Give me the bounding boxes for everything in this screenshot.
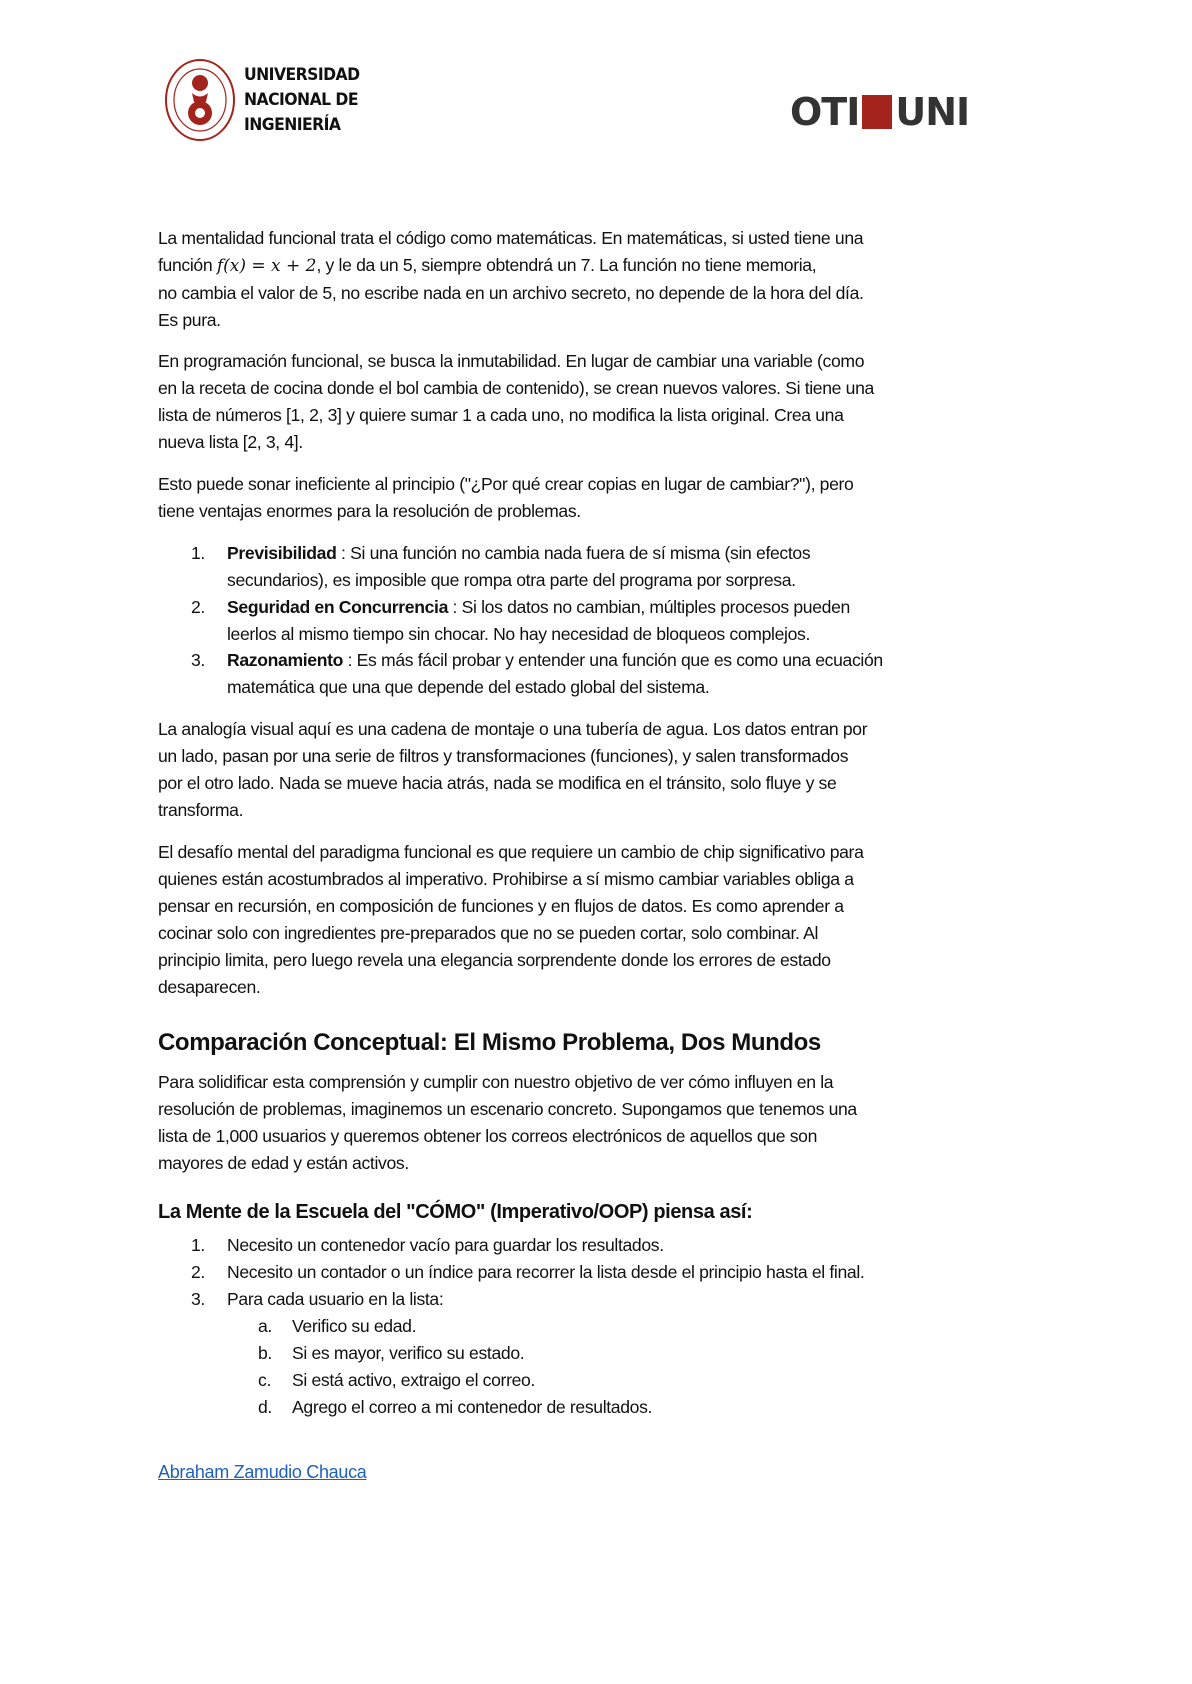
substep-text: Si está activo, extraigo el correo.: [292, 1370, 535, 1390]
paragraph: [158, 716, 867, 824]
paragraph-line: transforma.: [158, 800, 244, 820]
substep-letter: a.: [258, 1316, 272, 1336]
logo-line: NACIONAL DE: [244, 89, 358, 110]
oti-logo-mark-icon: [862, 95, 892, 129]
paragraph-line: por el otro lado. Nada se mueve hacia atrás, nada se modifica en el tránsito, solo fluye y se: [158, 773, 837, 793]
subheading: La Mente de la Escuela del "CÓMO" (Imperativo/OOP) piensa así:: [158, 1201, 753, 1223]
paragraph-line: La mentalidad funcional trata el código como matemáticas. En matemáticas, si usted tiene una: [158, 228, 864, 248]
university-logo: [164, 58, 370, 142]
paragraph-line: no cambia el valor de 5, no escribe nada en un archivo secreto, no depende de la hora del día.: [158, 283, 864, 303]
paragraph-line: tiene ventajas enormes para la resolución de problemas.: [158, 501, 581, 521]
list-text-line: : Si una función no cambia nada fuera de sí misma (sin efectos: [336, 543, 811, 563]
paragraph-line: cocinar solo con ingredientes pre-preparados que no se pueden cortar, solo combinar. Al: [158, 923, 819, 943]
paragraph-line: resolución de problemas, imaginemos un escenario concreto. Supongamos que tenemos una: [158, 1099, 857, 1119]
list-term: Seguridad en Concurrencia: [227, 596, 448, 617]
paragraph: [158, 225, 864, 334]
paragraph-line: Para solidificar esta comprensión y cumplir con nuestro objetivo de ver cómo influyen en la: [158, 1072, 834, 1092]
paragraph-line: La analogía visual aquí es una cadena de montaje o una tubería de agua. Los datos entran por: [158, 719, 868, 739]
paragraph-line: mayores de edad y están activos.: [158, 1153, 409, 1173]
step-number: 1.: [191, 1235, 205, 1255]
university-seal-icon: [164, 58, 236, 142]
paragraph-line: principio limita, pero luego revela una elegancia sorprendente donde los errores de estado: [158, 950, 831, 970]
step-number: 2.: [191, 1262, 205, 1282]
list-text: [227, 647, 883, 701]
list-term: Previsibilidad: [227, 543, 337, 563]
step-number: 3.: [191, 1289, 205, 1309]
section-heading: Comparación Conceptual: El Mismo Problema, Dos Mundos: [158, 1029, 821, 1056]
paragraph-line: Es pura.: [158, 310, 221, 330]
line-text: función: [158, 255, 217, 275]
list-text-line: leerlos al mismo tiempo sin chocar. No hay necesidad de bloqueos complejos.: [227, 623, 811, 644]
list-text-line: matemática que una que depende del estado global del sistema.: [227, 677, 710, 697]
oti-logo-text: OTI: [790, 90, 860, 134]
substep-text: Agrego el correo a mi contenedor de resultados.: [292, 1397, 653, 1417]
line-text: , y le da un 5, siempre obtendrá un 7. La función no tiene memoria,: [316, 255, 817, 275]
paragraph: [158, 1069, 857, 1177]
step-text: Necesito un contenedor vacío para guardar los resultados.: [227, 1235, 664, 1255]
list-term: Razonamiento: [227, 650, 344, 670]
logo-line: UNIVERSIDAD: [244, 64, 360, 85]
paragraph: [158, 839, 864, 1001]
paragraph-line: nueva lista [2, 3, 4].: [158, 432, 303, 452]
logo-line: INGENIERÍA: [244, 114, 341, 135]
paragraph-line: en la receta de cocina donde el bol cambia de contenido), se crean nuevos valores. Si tiene una: [158, 378, 874, 398]
list-text: [227, 594, 850, 648]
paragraph-line: lista de 1,000 usuarios y queremos obtener los correos electrónicos de aquellos que son: [158, 1126, 818, 1146]
list-text-line: secundarios), es imposible que rompa otra parte del programa por sorpresa.: [227, 570, 796, 590]
paragraph-line: [158, 252, 864, 280]
paragraph-line: un lado, pasan por una serie de filtros y transformaciones (funciones), y salen transformados: [158, 746, 849, 766]
author-link[interactable]: Abraham Zamudio Chauca: [158, 1462, 367, 1482]
paragraph-line: lista de números [1, 2, 3] y quiere sumar 1 a cada uno, no modifica la lista original. Crea una: [158, 405, 844, 425]
paragraph-line: desaparecen.: [158, 977, 261, 997]
substep-letter: b.: [258, 1343, 272, 1363]
list-text-line: : Es más fácil probar y entender una función que es como una ecuación: [343, 650, 883, 670]
substep-text: Verifico su edad.: [292, 1316, 417, 1336]
paragraph-line: El desafío mental del paradigma funcional es que requiere un cambio de chip significativo para: [158, 842, 864, 862]
step-text: Necesito un contador o un índice para recorrer la lista desde el principio hasta el final.: [227, 1262, 865, 1282]
oti-uni-logo: [790, 90, 969, 134]
list-number: 1.: [191, 543, 205, 563]
substep-letter: c.: [258, 1370, 271, 1390]
list-text-line: : Si los datos no cambian, múltiples procesos pueden: [448, 596, 850, 617]
step-text: Para cada usuario en la lista:: [227, 1289, 444, 1309]
paragraph-line: quienes están acostumbrados al imperativo. Prohibirse a sí mismo cambiar variables obliga a: [158, 869, 854, 889]
formula: f(x) = x + 2: [216, 256, 317, 276]
list-number: 3.: [191, 650, 205, 670]
list-number: 2.: [191, 596, 205, 617]
paragraph-line: pensar en recursión, en composición de funciones y en flujos de datos. Es como aprender a: [158, 896, 844, 916]
university-logo-text: [244, 63, 360, 138]
paragraph-line: En programación funcional, se busca la inmutabilidad. En lugar de cambiar una variable (como: [158, 351, 865, 371]
list-text: [227, 540, 810, 594]
paragraph: [158, 348, 874, 456]
paragraph-line: Esto puede sonar ineficiente al principio ("¿Por qué crear copias en lugar de cambiar?"), pero: [158, 474, 854, 494]
substep-text: Si es mayor, verifico su estado.: [292, 1343, 525, 1363]
paragraph: [158, 471, 853, 525]
uni-logo-text: UNI: [895, 90, 970, 134]
substep-letter: d.: [258, 1397, 272, 1417]
